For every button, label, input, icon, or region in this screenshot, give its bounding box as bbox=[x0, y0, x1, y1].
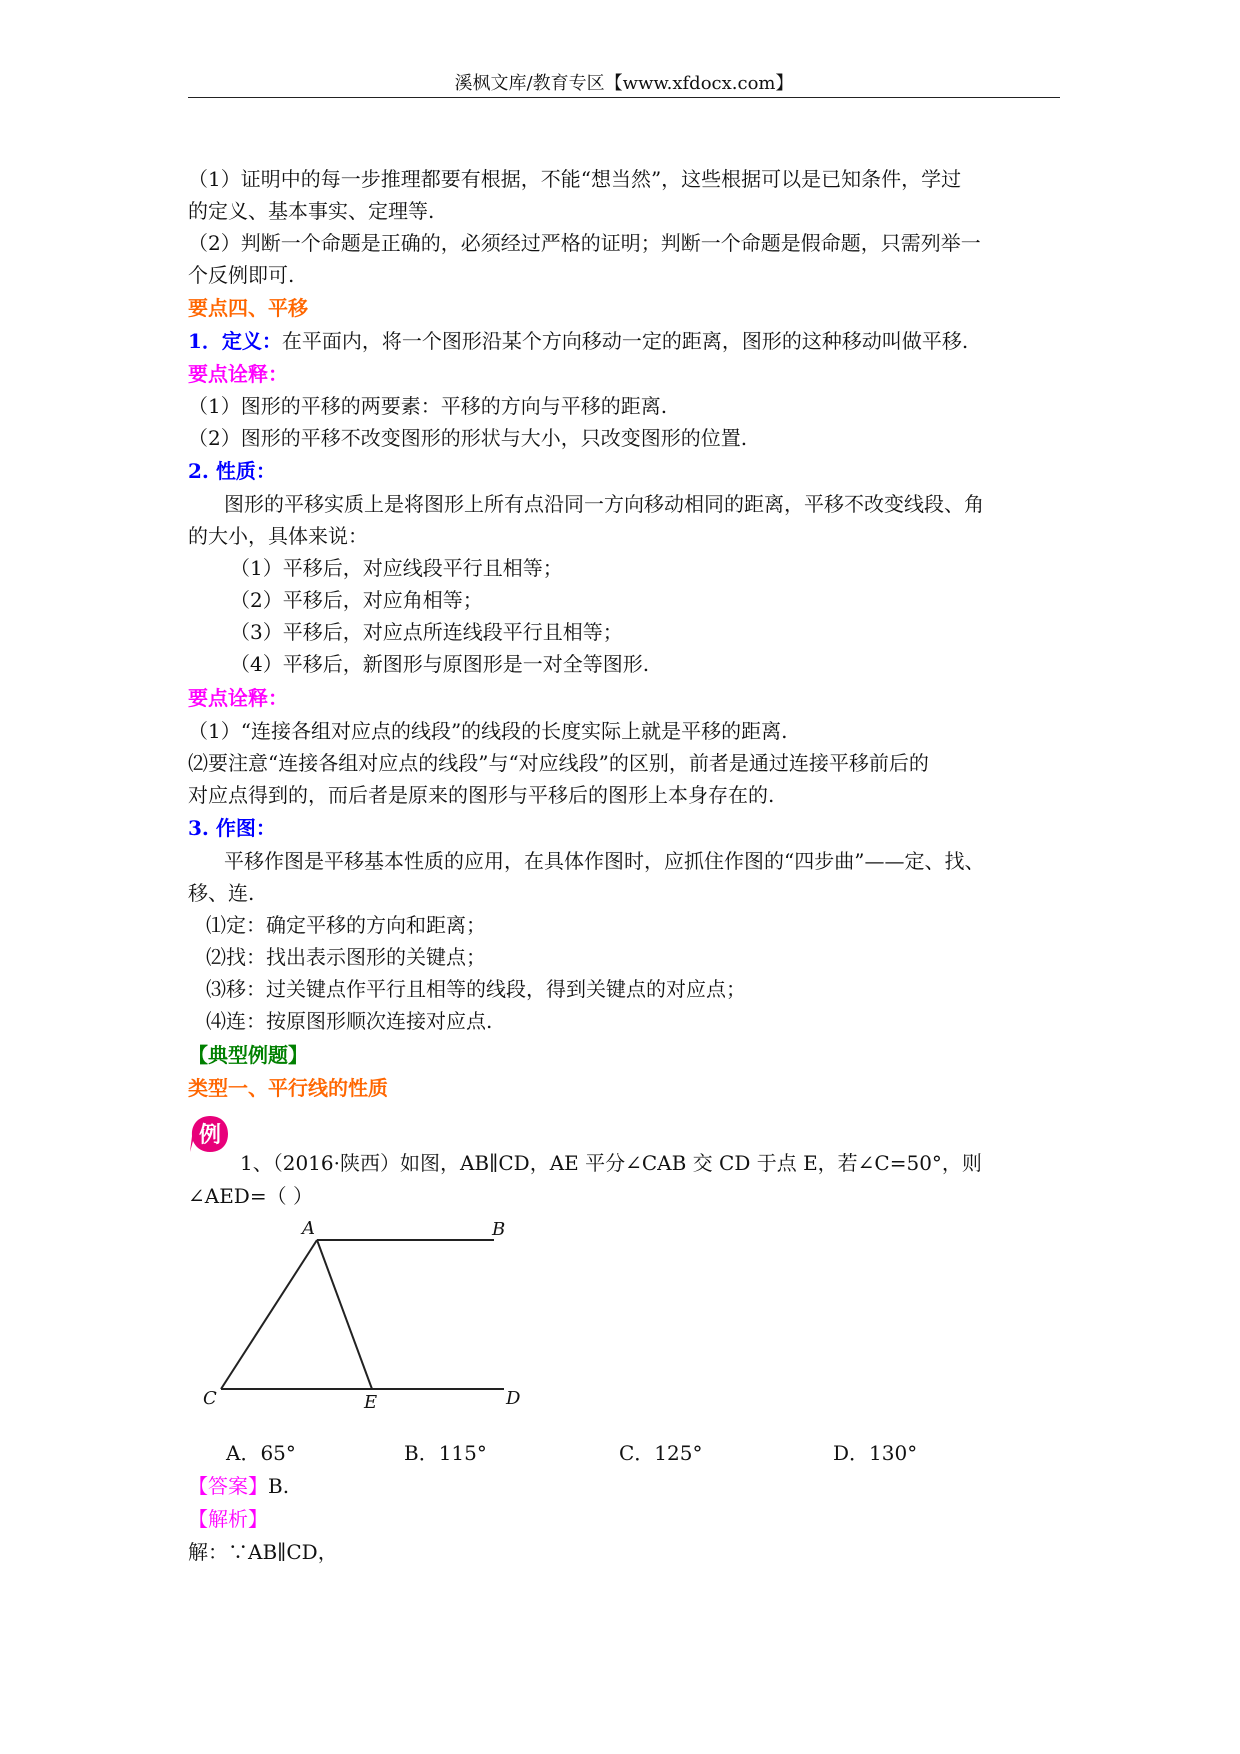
property-item-2: （2）平移后，对应角相等； bbox=[230, 588, 483, 612]
choice-d: D．130° bbox=[833, 1441, 918, 1465]
drawing-line-2: 移、连. bbox=[188, 881, 255, 905]
solution-line-1: 解：∵AB∥CD， bbox=[188, 1540, 338, 1564]
note-2-line-1: （2）判断一个命题是正确的，必须经过严格的证明；判断一个命题是假命题，只需列举一 bbox=[188, 231, 981, 255]
label-c: C bbox=[203, 1388, 217, 1409]
explain-1-title: 要点诠释： bbox=[188, 362, 288, 386]
drawing-step-3: ⑶移：过关键点作平行且相等的线段，得到关键点的对应点； bbox=[206, 977, 746, 1001]
note-1-line-2: 的定义、基本事实、定理等. bbox=[188, 199, 435, 223]
property-line-1: 图形的平移实质上是将图形上所有点沿同一方向移动相同的距离，平移不改变线段、角 bbox=[224, 492, 984, 516]
geometry-figure bbox=[188, 1218, 528, 1418]
label-d: D bbox=[506, 1388, 521, 1409]
explain-1-item-1: （1）图形的平移的两要素：平移的方向与平移的距离. bbox=[188, 394, 668, 418]
property-line-2: 的大小，具体来说： bbox=[188, 524, 368, 548]
drawing-step-2: ⑵找：找出表示图形的关键点； bbox=[206, 945, 486, 969]
drawing-step-1: ⑴定：确定平移的方向和距离； bbox=[206, 913, 486, 937]
answer-value: B. bbox=[268, 1474, 290, 1498]
choice-a: A．65° bbox=[226, 1441, 296, 1465]
explain-2-item-1: （1）“连接各组对应点的线段”的线段的长度实际上就是平移的距离. bbox=[188, 719, 788, 743]
property-label: 2. 性质： bbox=[188, 459, 276, 483]
explain-2-item-2-line-2: 对应点得到的，而后者是原来的图形与平移后的图形上本身存在的. bbox=[188, 783, 775, 807]
drawing-line-1: 平移作图是平移基本性质的应用，在具体作图时，应抓住作图的“四步曲”——定、找、 bbox=[224, 849, 985, 873]
label-b: B bbox=[492, 1219, 506, 1240]
answer-line bbox=[188, 1473, 289, 1499]
segment-ae bbox=[317, 1240, 372, 1389]
note-1-line-1: （1）证明中的每一步推理都要有根据，不能“想当然”，这些根据可以是已知条件，学过 bbox=[188, 167, 962, 191]
drawing-label: 3. 作图： bbox=[188, 816, 276, 840]
type-1-title: 类型一、平行线的性质 bbox=[188, 1076, 388, 1100]
definition-text: 在平面内，将一个图形沿某个方向移动一定的距离，图形的这种移动叫做平移. bbox=[281, 329, 969, 353]
note-2-line-2: 个反例即可. bbox=[188, 263, 295, 287]
drawing-step-4: ⑷连：按原图形顺次连接对应点. bbox=[206, 1009, 493, 1033]
label-e: E bbox=[364, 1392, 378, 1413]
typical-examples-title: 【典型例题】 bbox=[188, 1043, 308, 1067]
answer-label: 【答案】 bbox=[188, 1474, 268, 1498]
example-badge-char: 例 bbox=[198, 1123, 222, 1148]
question-1-line-1: 1、（2016·陕西）如图，AB∥CD，AE 平分∠CAB 交 CD 于点 E，若∠C=50°，则 bbox=[240, 1151, 982, 1175]
explain-1-item-2: （2）图形的平移不改变图形的形状与大小，只改变图形的位置. bbox=[188, 426, 748, 450]
property-item-1: （1）平移后，对应线段平行且相等； bbox=[230, 556, 563, 580]
segment-ac bbox=[221, 1240, 317, 1389]
example-badge-icon bbox=[190, 1114, 230, 1154]
choice-c: C．125° bbox=[619, 1441, 703, 1465]
page-header: 溪枫文库/教育专区【www.xfdocx.com】 bbox=[454, 73, 794, 94]
explain-2-title: 要点诠释： bbox=[188, 686, 288, 710]
property-item-4: （4）平移后，新图形与原图形是一对全等图形. bbox=[230, 652, 650, 676]
definition-label: 1．定义： bbox=[188, 329, 282, 353]
header-rule bbox=[188, 97, 1060, 98]
explain-2-item-2-line-1: ⑵要注意“连接各组对应点的线段”与“对应线段”的区别，前者是通过连接平移前后的 bbox=[188, 751, 929, 775]
choice-b: B．115° bbox=[404, 1441, 487, 1465]
definition-line bbox=[188, 328, 968, 354]
question-1-line-2: ∠AED=（ ） bbox=[188, 1184, 313, 1208]
property-item-3: （3）平移后，对应点所连线段平行且相等； bbox=[230, 620, 623, 644]
analysis-label: 【解析】 bbox=[188, 1507, 268, 1531]
section-4-title: 要点四、平移 bbox=[188, 296, 308, 320]
label-a: A bbox=[302, 1218, 315, 1239]
